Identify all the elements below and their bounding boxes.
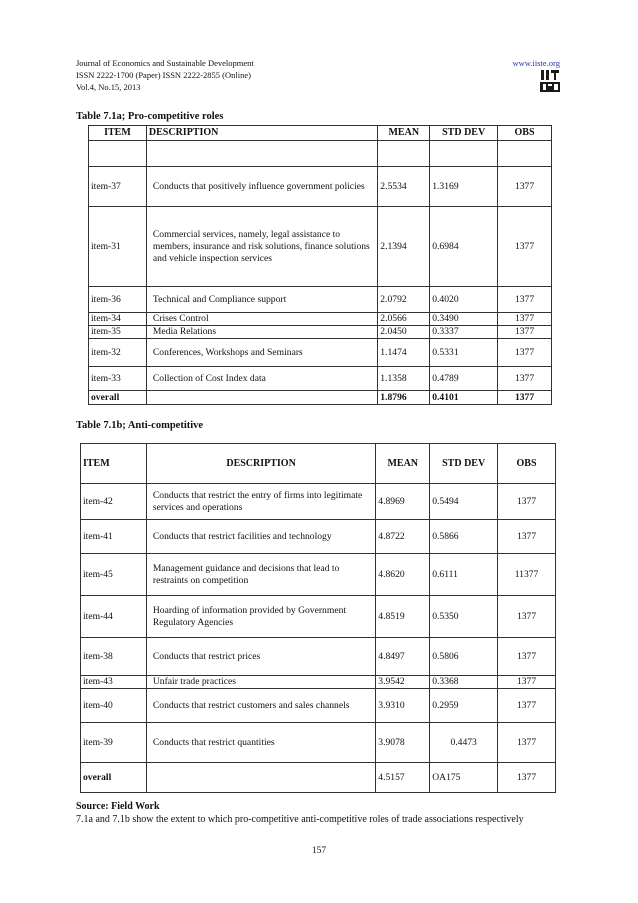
- row-std-dev: 0.3337: [430, 326, 498, 339]
- row-mean: 2.0566: [378, 313, 430, 326]
- row-obs: 1377: [498, 484, 556, 520]
- row-item: item-34: [89, 313, 147, 326]
- table-row: [81, 723, 556, 763]
- row-std-dev: 0.5350: [430, 596, 498, 638]
- row-mean: 2.0792: [378, 287, 430, 313]
- row-obs: 1377: [498, 723, 556, 763]
- table-header-row: [89, 126, 552, 141]
- journal-title: Journal of Economics and Sustainable Development: [76, 58, 254, 68]
- table-overall-row: [81, 763, 556, 793]
- journal-volume: Vol.4, No.15, 2013: [76, 82, 141, 92]
- row-item: item-32: [89, 339, 147, 367]
- table-row: [89, 339, 552, 367]
- table-pro-competitive: [88, 125, 552, 405]
- body-note: 7.1a and 7.1b show the extent to which pro-competitive anti-competitive roles of trade associations respectively: [76, 814, 524, 825]
- table2-caption: Table 7.1b; Anti-competitive: [76, 420, 204, 431]
- row-mean: 3.9078: [376, 723, 430, 763]
- row-description: Media Relations: [146, 326, 377, 339]
- row-std-dev: 0.2959: [430, 689, 498, 723]
- row-obs: 1377: [498, 326, 552, 339]
- row-obs: 1377: [498, 207, 552, 287]
- row-std-dev: 0.4020: [430, 287, 498, 313]
- row-std-dev: 0.5866: [430, 520, 498, 554]
- row-description: Conducts that positively influence government policies: [146, 167, 377, 207]
- table-row: [89, 326, 552, 339]
- col-item: ITEM: [89, 126, 147, 141]
- row-description: Crises Control: [146, 313, 377, 326]
- row-mean: 1.1474: [378, 339, 430, 367]
- row-description: Commercial services, namely, legal assistance to members, insurance and risk solutions, finance solutions and vehicle inspection services: [146, 207, 377, 287]
- row-mean: 3.9542: [376, 676, 430, 689]
- row-obs: 1377: [498, 520, 556, 554]
- row-description: Collection of Cost Index data: [146, 367, 377, 391]
- table-row: [81, 638, 556, 676]
- col-std-dev: STD DEV: [430, 444, 498, 484]
- table-row: [81, 676, 556, 689]
- row-description: Conducts that restrict prices: [146, 638, 375, 676]
- row-item: overall: [81, 763, 147, 793]
- journal-url[interactable]: www.iiste.org: [512, 58, 560, 68]
- row-std-dev: 0.6111: [430, 554, 498, 596]
- row-std-dev: 0.5331: [430, 339, 498, 367]
- row-std-dev: 0.3368: [430, 676, 498, 689]
- row-mean: 4.8497: [376, 638, 430, 676]
- row-mean: 4.8620: [376, 554, 430, 596]
- row-item: item-40: [81, 689, 147, 723]
- table-row: [89, 313, 552, 326]
- row-obs: 1377: [498, 313, 552, 326]
- row-std-dev: 0.5494: [430, 484, 498, 520]
- row-obs: 1377: [498, 689, 556, 723]
- col-mean: MEAN: [378, 126, 430, 141]
- row-mean: 4.8722: [376, 520, 430, 554]
- col-std-dev: STD DEV: [430, 126, 498, 141]
- table-overall-row: [89, 391, 552, 405]
- iiste-logo: [538, 68, 562, 94]
- col-item: ITEM: [81, 444, 147, 484]
- row-std-dev: 0.4473: [430, 723, 498, 763]
- row-item: item-35: [89, 326, 147, 339]
- row-item: item-42: [81, 484, 147, 520]
- table-row: [81, 520, 556, 554]
- row-std-dev: 0.3490: [430, 313, 498, 326]
- row-obs: 1377: [498, 391, 552, 405]
- row-item: item-36: [89, 287, 147, 313]
- source-label: Source: Field Work: [76, 801, 160, 812]
- row-mean: 2.0450: [378, 326, 430, 339]
- page-number: 157: [311, 846, 327, 856]
- col-mean: MEAN: [376, 444, 430, 484]
- table-row: [89, 207, 552, 287]
- row-description: Conducts that restrict quantities: [146, 723, 375, 763]
- row-obs: 1377: [498, 367, 552, 391]
- row-mean: 4.5157: [376, 763, 430, 793]
- row-item: item-41: [81, 520, 147, 554]
- row-mean: 1.8796: [378, 391, 430, 405]
- row-std-dev: 0.4789: [430, 367, 498, 391]
- row-mean: 3.9310: [376, 689, 430, 723]
- row-obs: 1377: [498, 287, 552, 313]
- col-description: DESCRIPTION: [146, 444, 375, 484]
- row-description: Conducts that restrict facilities and technology: [146, 520, 375, 554]
- row-obs: 1377: [498, 596, 556, 638]
- row-mean: 1.1358: [378, 367, 430, 391]
- table-row: [89, 367, 552, 391]
- table-row: [81, 484, 556, 520]
- row-item: item-43: [81, 676, 147, 689]
- row-mean: 4.8519: [376, 596, 430, 638]
- row-obs: 1377: [498, 763, 556, 793]
- row-obs: 1377: [498, 167, 552, 207]
- row-item: item-33: [89, 367, 147, 391]
- table-header-row: [81, 444, 556, 484]
- col-obs: OBS: [498, 126, 552, 141]
- row-item: item-45: [81, 554, 147, 596]
- row-std-dev: 0.6984: [430, 207, 498, 287]
- table-row: [89, 287, 552, 313]
- row-description: Hoarding of information provided by Government Regulatory Agencies: [146, 596, 375, 638]
- row-item: item-44: [81, 596, 147, 638]
- table1-caption: Table 7.1a; Pro-competitive roles: [76, 111, 224, 122]
- row-mean: 2.5534: [378, 167, 430, 207]
- journal-issn: ISSN 2222-1700 (Paper) ISSN 2222-2855 (Online): [76, 70, 251, 80]
- row-std-dev: OA175: [430, 763, 498, 793]
- row-item: item-38: [81, 638, 147, 676]
- row-std-dev: 0.5806: [430, 638, 498, 676]
- table-anti-competitive: [80, 443, 556, 793]
- row-item: item-31: [89, 207, 147, 287]
- row-obs: 1377: [498, 676, 556, 689]
- row-description: Technical and Compliance support: [146, 287, 377, 313]
- row-description: Conducts that restrict customers and sales channels: [146, 689, 375, 723]
- table-row: [81, 689, 556, 723]
- row-mean: 4.8969: [376, 484, 430, 520]
- table-row: [81, 596, 556, 638]
- col-obs: OBS: [498, 444, 556, 484]
- row-item: item-39: [81, 723, 147, 763]
- row-std-dev: 1.3169: [430, 167, 498, 207]
- col-description: DESCRIPTION: [146, 126, 377, 141]
- row-description: Conferences, Workshops and Seminars: [146, 339, 377, 367]
- row-mean: 2.1394: [378, 207, 430, 287]
- row-description: Conducts that restrict the entry of firms into legitimate services and operations: [146, 484, 375, 520]
- row-std-dev: 0.4101: [430, 391, 498, 405]
- row-item: item-37: [89, 167, 147, 207]
- row-description: Unfair trade practices: [146, 676, 375, 689]
- row-obs: 1377: [498, 339, 552, 367]
- table-row: [89, 167, 552, 207]
- row-obs: 1377: [498, 638, 556, 676]
- row-obs: 11377: [498, 554, 556, 596]
- row-description: Management guidance and decisions that lead to restraints on competition: [146, 554, 375, 596]
- row-item: overall: [89, 391, 147, 405]
- table-row: [81, 554, 556, 596]
- table-spacer-row: [89, 141, 552, 167]
